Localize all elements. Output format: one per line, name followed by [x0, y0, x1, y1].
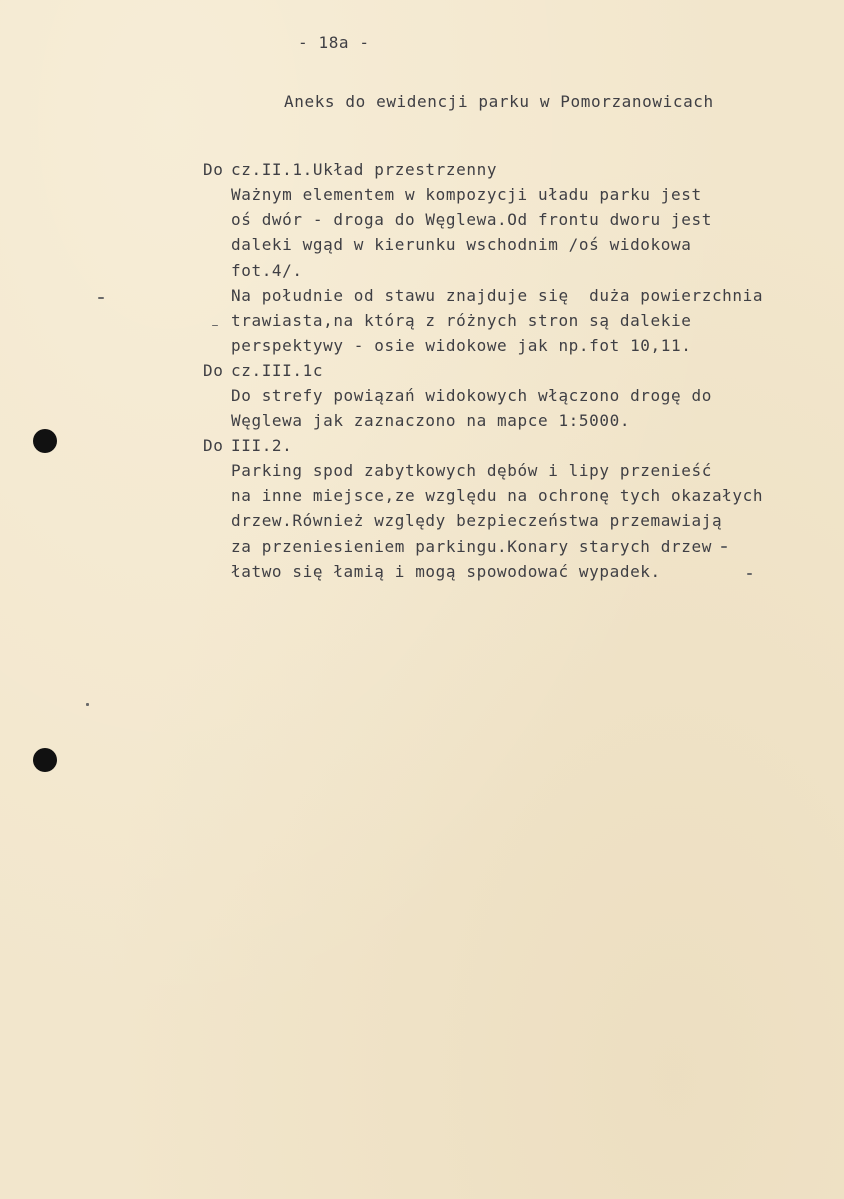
- body-line: łatwo się łamią i mogą spowodować wypadek.: [231, 562, 661, 581]
- body-line: perspektywy - osie widokowe jak np.fot 10,11.: [231, 336, 692, 355]
- body-line: Na południe od stawu znajduje się duża powierzchnia: [231, 286, 764, 305]
- paper-speck: [86, 703, 89, 706]
- body-line: daleki wgąd w kierunku wschodnim /oś widokowa: [231, 235, 692, 254]
- body-line: Do strefy powiązań widokowych włączono drogę do: [231, 386, 712, 405]
- paper-speck: [721, 546, 727, 548]
- document-title: Aneks do ewidencji parku w Pomorzanowicach: [284, 92, 714, 111]
- section-heading: III.2.: [231, 436, 293, 455]
- body-line: Parking spod zabytkowych dębów i lipy przenieść: [231, 461, 712, 480]
- body-line: za przeniesieniem parkingu.Konary starych drzew: [231, 537, 712, 556]
- section-label: Do: [203, 160, 224, 179]
- paper-speck: [747, 573, 752, 575]
- section-label: Do: [203, 361, 224, 380]
- page-number: - 18a -: [298, 33, 370, 52]
- body-line: fot.4/.: [231, 261, 303, 280]
- body-line: oś dwór - droga do Węglewa.Od frontu dworu jest: [231, 210, 712, 229]
- body-line: Węglewa jak zaznaczono na mapce 1:5000.: [231, 411, 631, 430]
- paper-speck: [98, 297, 104, 299]
- body-line: Ważnym elementem w kompozycji uładu parku jest: [231, 185, 702, 204]
- body-line: na inne miejsce,ze względu na ochronę tych okazałych: [231, 486, 764, 505]
- section-heading: cz.II.1.Układ przestrzenny: [231, 160, 498, 179]
- body-line: trawiasta,na którą z różnych stron są dalekie: [231, 311, 692, 330]
- body-line: drzew.Również względy bezpieczeństwa przemawiają: [231, 511, 723, 530]
- punch-hole-top: [33, 429, 57, 453]
- paper-speck: [212, 325, 218, 326]
- punch-hole-bottom: [33, 748, 57, 772]
- section-heading: cz.III.1c: [231, 361, 324, 380]
- section-label: Do: [203, 436, 224, 455]
